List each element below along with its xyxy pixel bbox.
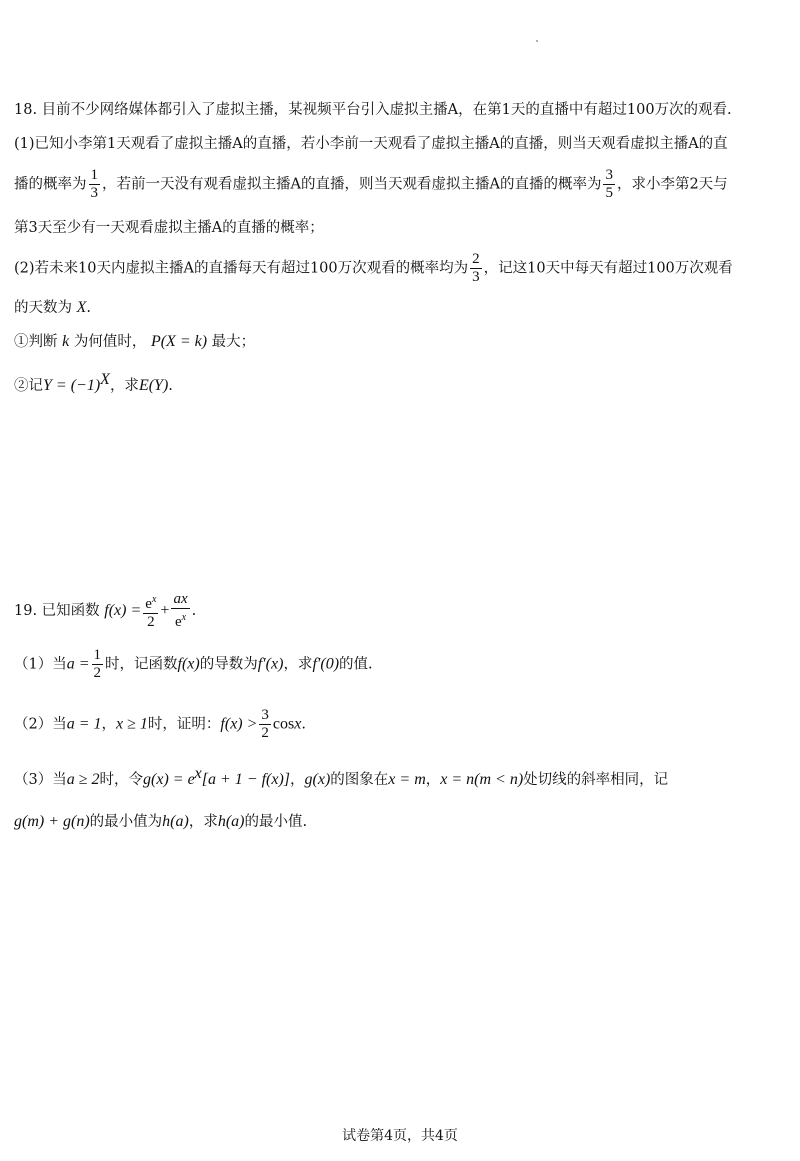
text: 最大； <box>211 334 256 350</box>
math-y-def: Y = (−1) <box>43 376 101 394</box>
text: x <box>194 765 202 782</box>
text: a = 1 <box>66 715 102 733</box>
text: . <box>86 300 91 316</box>
scan-dot <box>536 40 538 42</box>
text: a = <box>66 655 90 673</box>
fraction-ex-over-2 <box>143 592 158 630</box>
text: 时，记函数 <box>105 656 178 673</box>
text: ，求 <box>283 656 313 673</box>
text: f(x) > <box>220 715 258 733</box>
text: ，记这10天中每天有超过100万次观看 <box>483 260 733 277</box>
text: . <box>301 716 306 733</box>
q18-line-6 <box>14 298 91 318</box>
math-expectation: E(Y) <box>138 376 169 394</box>
text: g(x) <box>304 770 331 788</box>
text: g(m) + g(n) <box>14 813 90 830</box>
text: x = m <box>388 770 426 788</box>
denominator: 2 <box>147 614 155 630</box>
text: 播的概率为 <box>14 176 87 193</box>
text: （1）当 <box>14 656 67 673</box>
text: (2)若未来10天内虚拟主播A的直播每天有超过100万次观看的概率均为 <box>14 260 469 277</box>
denominator: 3 <box>90 185 98 201</box>
text: 为何值时， <box>73 334 147 350</box>
text: . <box>191 603 197 619</box>
math-f-def: f(x) = <box>104 602 142 619</box>
q18-part1-text: (1)已知小李第1天观看了虚拟主播A的直播，若小李前一天观看了虚拟主播A的直播，则当天观看虚拟主播A的直 <box>14 136 728 152</box>
text: x <box>181 612 187 623</box>
text: + <box>160 602 170 619</box>
q19-part-3-cont <box>14 812 307 832</box>
text: （3）当 <box>14 771 67 788</box>
math-exponent: X <box>100 371 110 388</box>
text: 第3天至少有一天观看虚拟主播A的直播的概率； <box>14 220 324 236</box>
text: 的导数为 <box>199 656 258 673</box>
q19-line-1 <box>14 592 196 630</box>
q19-part-1 <box>14 648 373 681</box>
text: ， <box>101 716 117 733</box>
text: a ≥ 2 <box>66 770 100 788</box>
math-x: X <box>76 299 87 316</box>
text: ，求小李第2天与 <box>616 176 728 193</box>
text: f′(x) <box>257 655 284 673</box>
text: g(x) = e <box>143 770 195 788</box>
text: ，若前一天没有观看虚拟主播A的直播，则当天观看虚拟主播A的直播的概率为 <box>102 176 602 193</box>
q18-line-5 <box>14 252 733 285</box>
text: e <box>174 614 182 630</box>
text: ，求 <box>109 377 139 394</box>
fraction-three-halves <box>259 708 271 741</box>
text: 1 <box>93 647 102 663</box>
text: ， <box>290 771 305 788</box>
text: x ≥ 1 <box>116 715 148 733</box>
text: e <box>145 596 152 612</box>
numerator: 2 <box>472 251 480 267</box>
text: [a + 1 − f(x)] <box>201 770 291 788</box>
fraction-one-third <box>89 168 101 201</box>
text: h(a) <box>162 813 189 830</box>
page-footer: 试卷第4页，共4页 <box>342 1128 458 1144</box>
q18-stem: 18. 目前不少网络媒体都引入了虚拟主播，某视频平台引入虚拟主播A，在第1天的直播中有超过100万次的观看. <box>14 102 732 118</box>
numerator <box>143 592 158 614</box>
q18-line-8 <box>14 370 173 396</box>
numerator: 1 <box>90 167 98 183</box>
q18-line-2 <box>14 134 728 154</box>
text: 的最小值. <box>244 814 308 830</box>
text: 2 <box>261 725 269 741</box>
text: 的最小值为 <box>89 814 163 830</box>
q19-part-3 <box>14 764 668 790</box>
text: 处切线的斜率相同，记 <box>523 771 669 788</box>
text: 2 <box>93 665 102 681</box>
text: 3 <box>261 707 269 723</box>
text: 的图象在 <box>330 771 389 788</box>
fraction-three-fifths <box>603 168 615 201</box>
fraction-two-thirds <box>470 252 482 285</box>
denominator: 3 <box>472 269 480 285</box>
math-k: k <box>62 333 70 350</box>
text: （2）当 <box>14 716 67 733</box>
text: x <box>294 715 302 733</box>
q18-line-1 <box>14 100 732 120</box>
text: ax <box>173 591 188 607</box>
text: 时，证明： <box>147 716 221 733</box>
fraction-ax-over-ex <box>171 592 189 630</box>
text: ， <box>425 771 441 788</box>
text: cos <box>272 715 295 733</box>
text: . <box>168 377 173 394</box>
q18-line-7 <box>14 332 255 352</box>
text: x <box>151 594 157 605</box>
text: h(a) <box>217 813 245 830</box>
text: f′(0) <box>312 655 340 673</box>
q19-part-2 <box>14 708 306 741</box>
text: 的值. <box>339 656 373 673</box>
numerator <box>171 592 189 609</box>
text: 19. 已知函数 <box>14 603 100 619</box>
text: 的天数为 <box>14 300 72 316</box>
q18-line-3 <box>14 168 728 201</box>
text: 时，令 <box>99 771 144 788</box>
fraction-one-half <box>92 648 104 681</box>
denominator <box>171 609 189 630</box>
text: f(x) <box>177 655 200 673</box>
text: ②记 <box>14 377 43 394</box>
denominator: 5 <box>605 185 613 201</box>
text: x = n(m < n) <box>440 770 524 788</box>
math-probability: P(X = k) <box>150 333 208 350</box>
numerator: 3 <box>605 167 613 183</box>
q18-line-4 <box>14 218 324 238</box>
text: ，求 <box>188 814 218 830</box>
text: ①判断 <box>14 334 58 350</box>
